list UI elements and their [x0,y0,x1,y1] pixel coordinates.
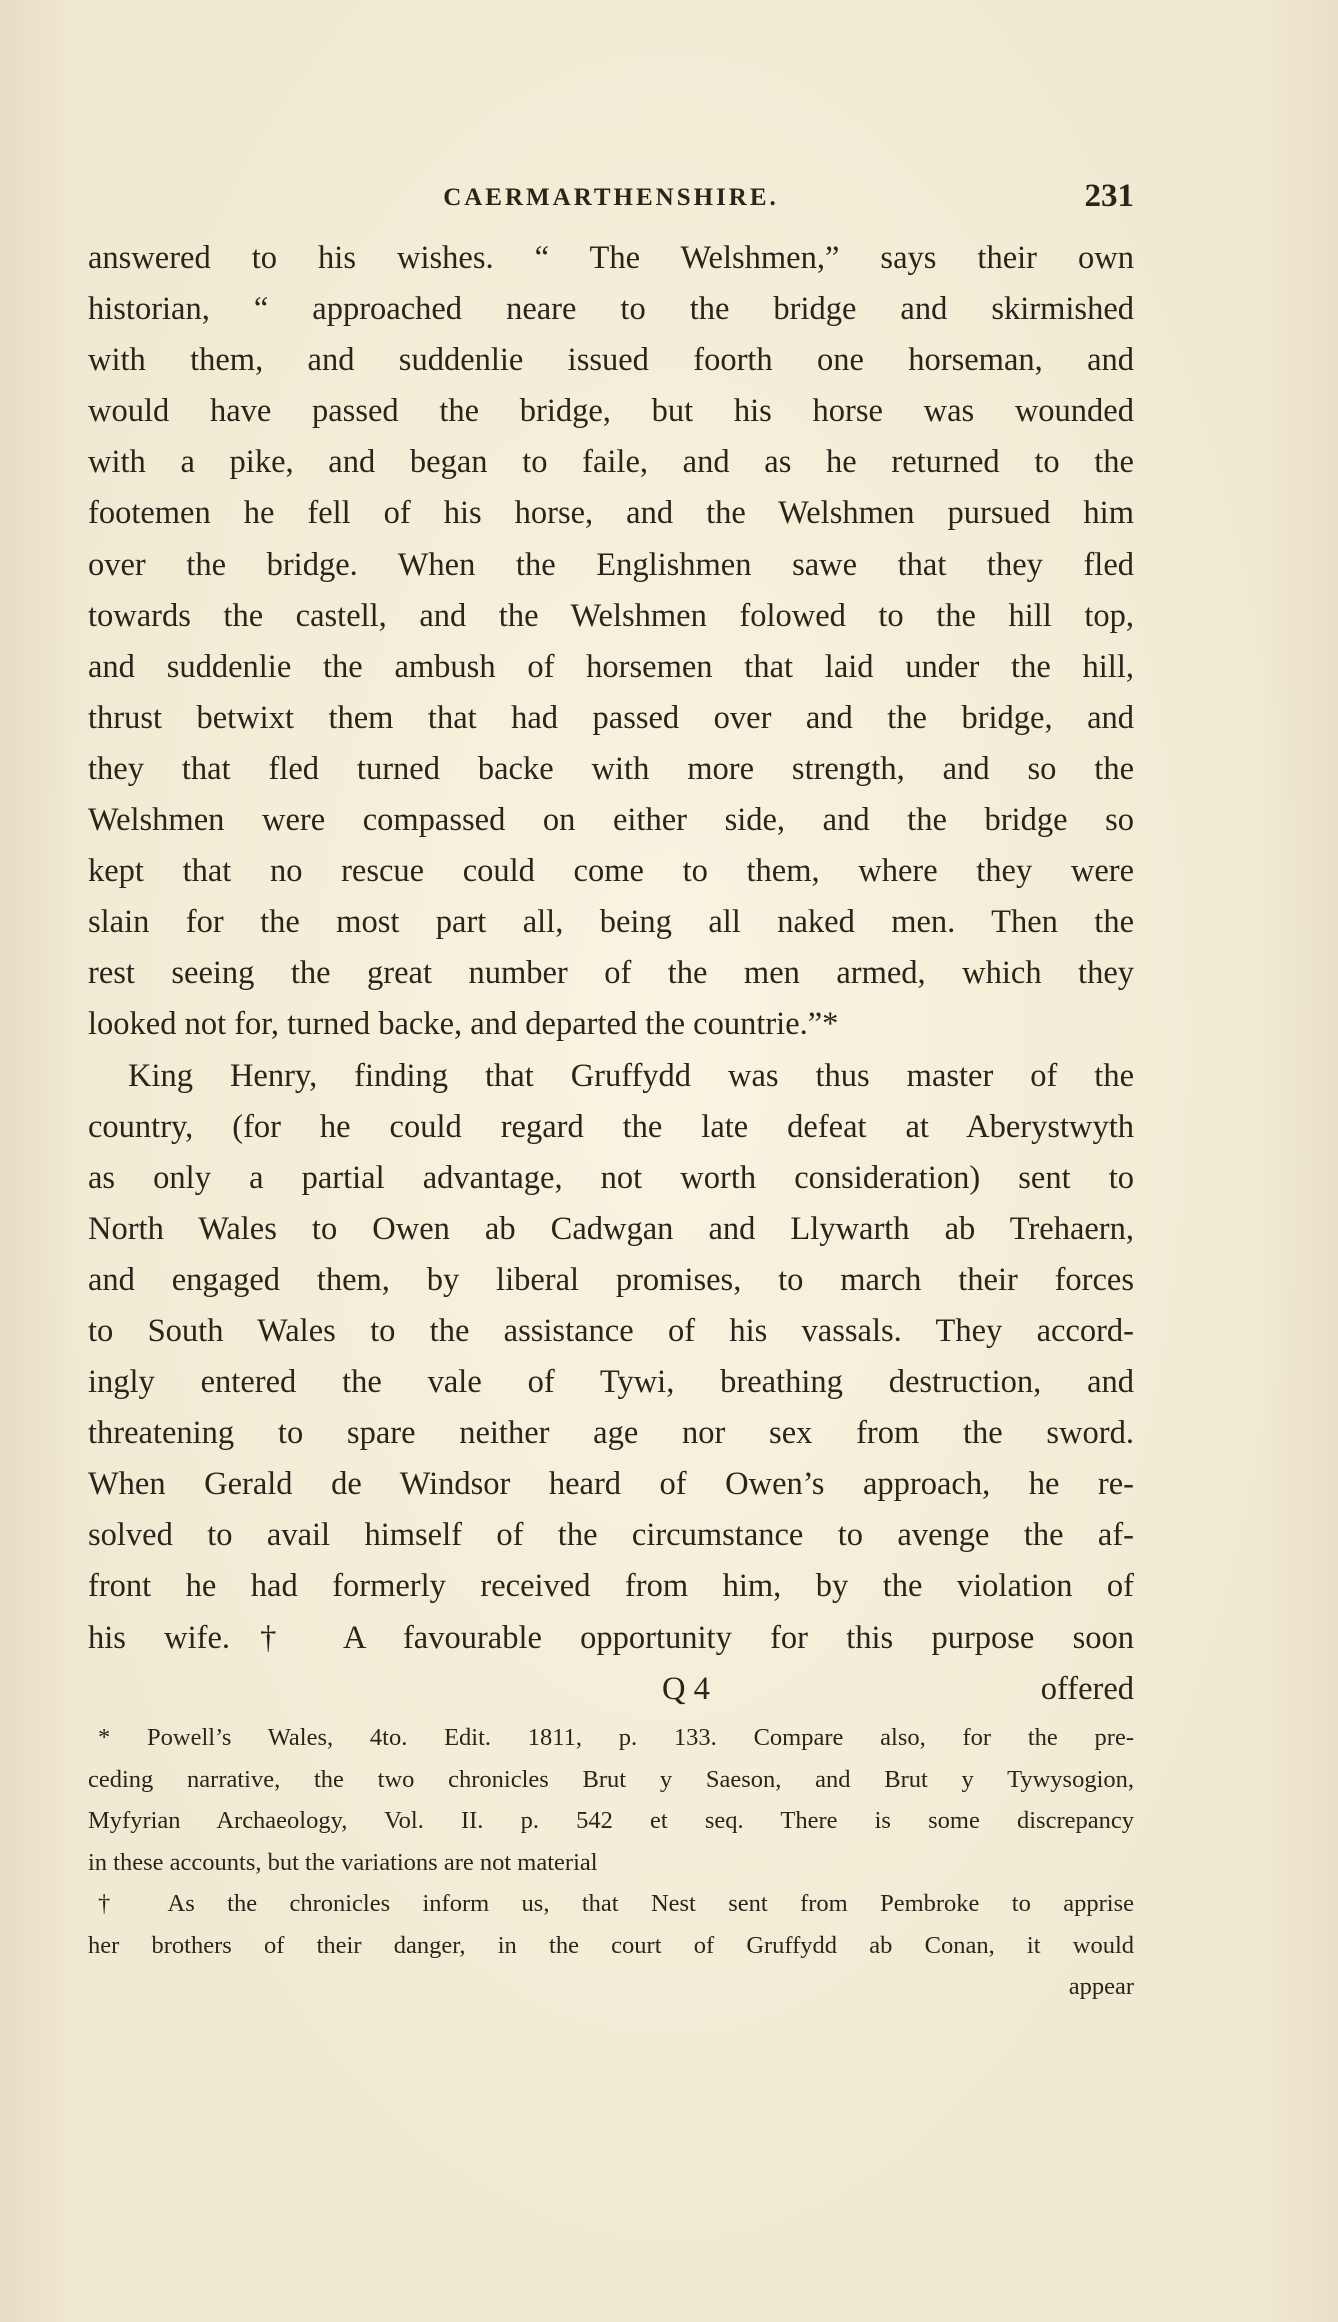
text-line: King Henry, finding that Gruffydd was thus master of the [128,1057,1134,1094]
body-text [88,233,1134,1715]
text-line: would have passed the bridge, but his horse was wounded [88,393,1134,430]
text-line: with them, and suddenlie issued foorth one horseman, and [88,342,1134,379]
text-line: and suddenlie the ambush of horsemen that laid under the hill, [88,648,1134,685]
signature-mark: Q 4 [662,1670,710,1707]
text-line: to South Wales to the assistance of his vassals. They accord- [88,1312,1134,1349]
text-line: over the bridge. When the Englishmen sawe that they fled [88,546,1134,583]
footnote-line: † As the chronicles inform us, that Nest sent from Pembroke to apprise [98,1890,1134,1917]
text-line: kept that no rescue could come to them, where they were [88,853,1134,890]
text-line: footemen he fell of his horse, and the Welshmen pursued him [88,495,1134,532]
text-line: historian, “ approached neare to the bridge and skirmished [88,291,1134,328]
footnote-line: in these accounts, but the variations are not material [88,1848,598,1876]
text-line: thrust betwixt them that had passed over and the bridge, and [88,699,1134,736]
text-line: and engaged them, by liberal promises, to march their forces [88,1261,1134,1298]
text-line: threatening to spare neither age nor sex from the sword. [88,1415,1134,1452]
footnote-line: * Powell’s Wales, 4to. Edit. 1811, p. 133. Compare also, for the pre- [98,1724,1134,1751]
running-head: CAERMARTHENSHIRE. [443,184,779,211]
footnote-line: ceding narrative, the two chronicles Brut y Saeson, and Brut y Tywysogion, [88,1765,1134,1793]
text-line: country, (for he could regard the late defeat at Aberystwyth [88,1108,1134,1145]
text-line: When Gerald de Windsor heard of Owen’s approach, he re- [88,1466,1134,1503]
text-line: ingly entered the vale of Tywi, breathing destruction, and [88,1364,1134,1401]
text-line: front he had formerly received from him, by the violation of [88,1568,1134,1605]
text-line: solved to avail himself of the circumstance to avenge the af- [88,1517,1134,1554]
text-line: with a pike, and began to faile, and as he returned to the [88,444,1134,481]
text-line: rest seeing the great number of the men armed, which they [88,955,1134,992]
text-line: North Wales to Owen ab Cadwgan and Llywarth ab Trehaern, [88,1210,1134,1247]
text-line: slain for the most part all, being all naked men. Then the [88,904,1134,941]
text-line: Welshmen were compassed on either side, and the bridge so [88,802,1134,839]
text-line: towards the castell, and the Welshmen folowed to the hill top, [88,597,1134,634]
page-header [88,178,1134,218]
footnote-line: Myfyrian Archaeology, Vol. II. p. 542 et seq. There is some discrepancy [88,1807,1134,1834]
text-line: his wife.† A favourable opportunity for this purpose soon [88,1619,1134,1656]
text-line: as only a partial advantage, not worth consideration) sent to [88,1159,1134,1196]
footnote-line: her brothers of their danger, in the court of Gruffydd ab Conan, it would [88,1931,1134,1959]
catchword: offered [1040,1670,1134,1707]
page-number: 231 [1084,178,1134,214]
footnote-catchword: appear [1068,1973,1134,2000]
text-line: they that fled turned backe with more strength, and so the [88,750,1134,787]
signature-row [88,1664,1134,1715]
text-line: looked not for, turned backe, and departed the countrie.”* [88,1006,839,1043]
footnotes [88,1717,1134,2008]
text-line: answered to his wishes. “ The Welshmen,” says their own [88,240,1134,276]
